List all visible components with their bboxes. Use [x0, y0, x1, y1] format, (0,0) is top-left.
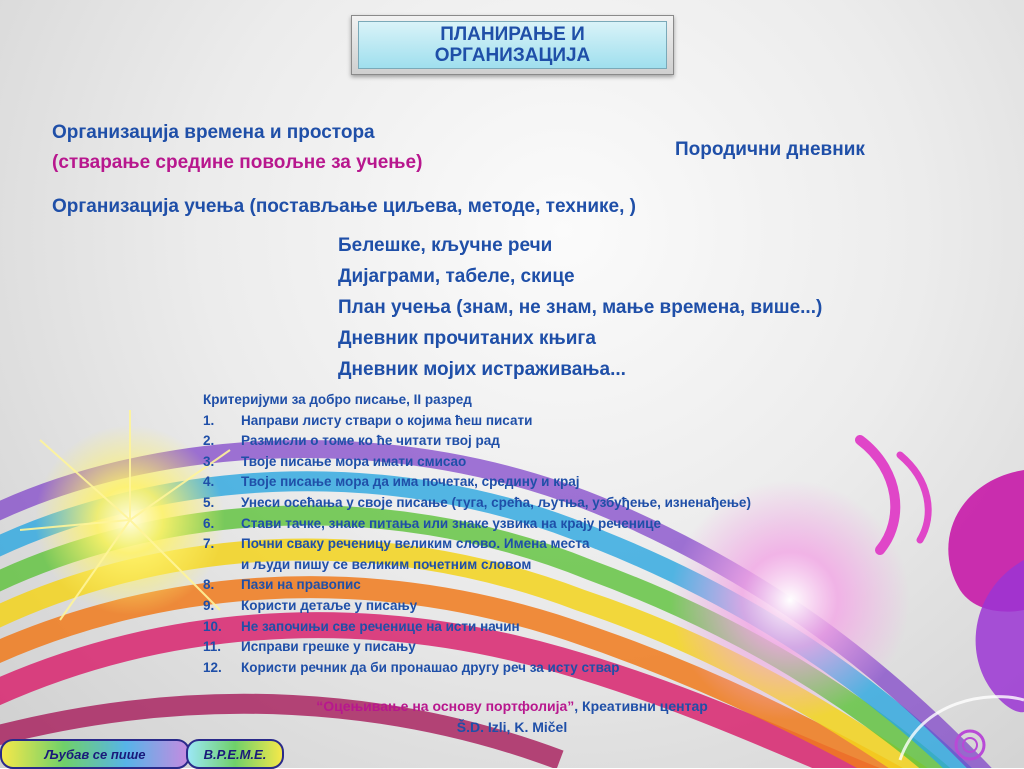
writing-criteria-list: [203, 390, 751, 678]
source-line-1: “Оцењивање на основу портфолија”, Креативни центар: [316, 698, 708, 714]
item-diagrams: Дијаграми, табеле, скице: [338, 266, 575, 287]
list-item: 2. Размисли о томе ко ће читати твој рад: [203, 433, 500, 449]
item-learning-plan: План учења (знам, не знам, мање времена, више...): [338, 297, 823, 318]
item-reading-diary: Дневник прочитаних књига: [338, 328, 596, 349]
list-item: 6. Стави тачке, знаке питања или знаке узвика на крају реченице: [203, 515, 661, 531]
list-item: 9. Користи детаље у писању: [203, 597, 418, 613]
list-item: 1. Направи листу ствари о којима ћеш писати: [203, 412, 533, 428]
nav-button-ljubav-label: Љубав се пише: [44, 746, 146, 762]
item-notes: Белешке, кључне речи: [338, 235, 553, 256]
list-item: 5. Унеси осећања у своје писање (туга, срећа, љутња, узбуђење, изненађење): [203, 494, 751, 510]
list-item: 7. Почни сваку реченицу великим слово. Имена места: [203, 536, 590, 552]
title-line-1: ПЛАНИРАЊЕ И: [440, 24, 585, 45]
organization-time-space: Организација времена и простора: [52, 122, 375, 143]
family-diary-label: Породични дневник: [675, 139, 865, 160]
nav-button-ljubav[interactable]: [0, 739, 190, 769]
source-line-2: Š.D. Izli, K. Mičel: [456, 719, 568, 735]
list-item: 4. Твоје писање мора да има почетак, средину и крај: [203, 474, 580, 490]
title-box: [351, 15, 674, 75]
list-item: 10. Не започињи све реченице на исти начин: [203, 618, 520, 634]
nav-button-vreme-label: В.Р.Е.М.Е.: [203, 746, 267, 762]
title-panel: [358, 21, 667, 69]
criteria-heading: Критеријуми за добро писање, II разред: [203, 392, 472, 407]
list-item: 8. Пази на правопис: [203, 577, 361, 593]
item-research-diary: Дневник мојих истраживања...: [338, 359, 626, 380]
organization-subtitle: (стварање средине повољне за учење): [52, 152, 423, 173]
list-item: и људи пишу се великим почетним словом: [241, 556, 532, 572]
list-item: 3. Твоје писање мора имати смисао: [203, 453, 467, 469]
list-item: 11. Исправи грешке у писању: [203, 639, 416, 655]
nav-button-vreme[interactable]: [186, 739, 284, 769]
title-line-2: ОРГАНИЗАЦИЈА: [434, 45, 591, 66]
organization-learning: Организација учења (постављање циљева, методе, технике, ): [52, 196, 636, 217]
list-item: 12. Користи речник да би пронашао другу реч за исту ствар: [203, 659, 620, 675]
